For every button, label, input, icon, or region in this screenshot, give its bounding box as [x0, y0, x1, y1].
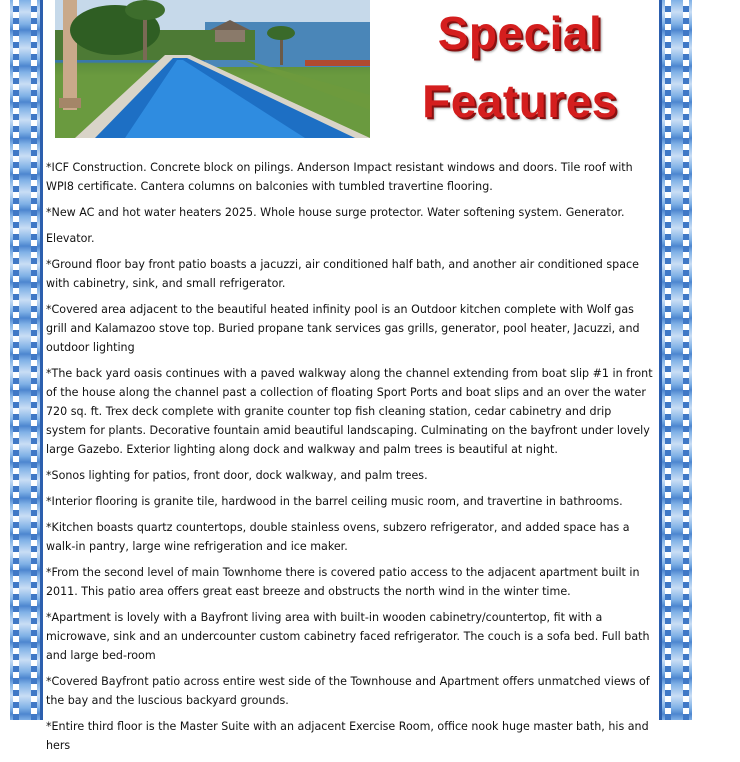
feature-paragraph: *New AC and hot water heaters 2025. Whole house surge protector. Water softening system. Generator.: [46, 206, 625, 219]
title-special: Special: [437, 7, 603, 59]
pool-photo: [55, 0, 370, 138]
feature-paragraph: *ICF Construction. Concrete block on pilings. Anderson Impact resistant windows and doors. Tile roof with WPI8 certificate. Cantera columns on balconies with tumbled travertine flooring.: [46, 161, 633, 193]
features-list: [46, 158, 654, 762]
decorative-border-right: [662, 0, 692, 720]
feature-paragraph: *Ground floor bay front patio boasts a jacuzzi, air conditioned half bath, and another air conditioned space with cabinetry, sink, and small refrigerator.: [46, 258, 639, 290]
feature-paragraph: *Kitchen boasts quartz countertops, double stainless ovens, subzero refrigerator, and added space has a walk-in pantry, large wine refrigeration and ice maker.: [46, 521, 630, 553]
border-line-right: [659, 0, 662, 720]
feature-paragraph: *Covered area adjacent to the beautiful heated infinity pool is an Outdoor kitchen complete with Wolf gas grill and Kalamazoo stove top. Buried propane tank services gas grills, generator, pool heater, Jacuzzi, and outdoor lighting: [46, 303, 640, 354]
feature-paragraph: *Interior flooring is granite tile, hardwood in the barrel ceiling music room, and travertine in bathrooms.: [46, 495, 623, 508]
feature-paragraph: *Covered Bayfront patio across entire west side of the Townhouse and Apartment offers unmatched views of the bay and the luscious backyard grounds.: [46, 675, 650, 707]
decorative-border-left: [10, 0, 40, 720]
feature-paragraph: *Entire third floor is the Master Suite with an adjacent Exercise Room, office nook huge master bath, his and hers: [46, 720, 649, 752]
border-line-left: [40, 0, 43, 720]
feature-paragraph: *Apartment is lovely with a Bayfront living area with built-in wooden cabinetry/countertop, fit with a microwave, sink and an undercounter custom cabinetry faced refrigerator. The couch is a sofa bed. Full bath and large bed-room: [46, 611, 650, 662]
feature-paragraph: *From the second level of main Townhome there is covered patio access to the adjacent apartment built in 2011. This patio area offers great east breeze and obstructs the north wind in the winter time.: [46, 566, 640, 598]
feature-paragraph: *Sonos lighting for patios, front door, dock walkway, and palm trees.: [46, 469, 428, 482]
feature-paragraph: *The back yard oasis continues with a paved walkway along the channel extending from boat slip #1 in front of the house along the channel past a collection of floating Sport Ports and boat slips and an over the water 720 sq. ft. Trex deck complete with granite counter top fish cleaning station, cedar cabinetry and drip system for plants. Decorative fountain amid beautiful landscaping. Culminating on the bayfront under lovely large Gazebo. Exterior lighting along dock and walkway and palm trees is beautiful at night.: [46, 367, 653, 456]
title-features: Features: [422, 75, 618, 127]
feature-paragraph: Elevator.: [46, 232, 95, 245]
